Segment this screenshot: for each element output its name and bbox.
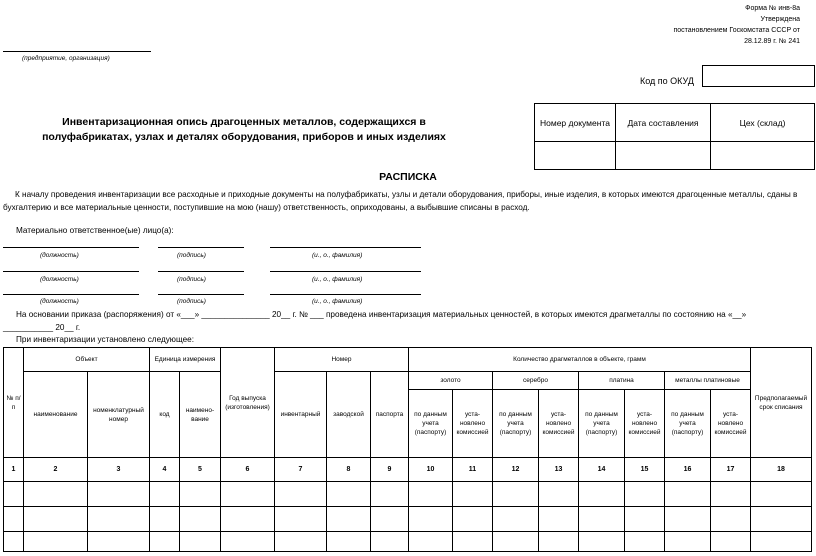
table-cell[interactable] — [751, 532, 812, 552]
table-cell[interactable] — [24, 482, 88, 507]
position-line[interactable] — [3, 271, 139, 272]
col-unit-header: Единица измерения — [150, 348, 221, 372]
table-cell[interactable] — [88, 507, 150, 532]
col-silver-header: серебро — [493, 372, 579, 390]
table-cell[interactable] — [275, 507, 327, 532]
table-cell[interactable] — [371, 532, 409, 552]
doc-date-field[interactable] — [616, 142, 711, 170]
table-cell[interactable] — [453, 507, 493, 532]
name-line[interactable] — [270, 247, 421, 248]
table-cell[interactable] — [409, 532, 453, 552]
table-cell[interactable] — [4, 482, 24, 507]
table-cell[interactable] — [665, 482, 711, 507]
platinum-commission-header: уста-новлено комиссией — [625, 390, 665, 458]
basis-line-2: ___________ 20__ г. — [3, 323, 81, 332]
form-number: Форма № инв-8а — [745, 5, 800, 12]
col-qty-header: Количество драгметаллов в объекте, грамм — [409, 348, 751, 372]
signature-line[interactable] — [158, 294, 244, 295]
position-line[interactable] — [3, 247, 139, 248]
col-gold-header: золото — [409, 372, 493, 390]
table-cell[interactable] — [711, 532, 751, 552]
table-cell[interactable] — [4, 532, 24, 552]
col-number-header: Номер — [275, 348, 409, 372]
pgm-passport-header: по данным учета (паспорту) — [665, 390, 711, 458]
col-number: 10 — [409, 458, 453, 482]
signature-caption: (подпись) — [177, 252, 206, 259]
table-cell[interactable] — [180, 507, 221, 532]
org-line — [3, 51, 151, 52]
signature-caption: (подпись) — [177, 298, 206, 305]
col-number: 9 — [371, 458, 409, 482]
table-cell[interactable] — [150, 532, 180, 552]
table-cell[interactable] — [180, 482, 221, 507]
table-cell[interactable] — [625, 507, 665, 532]
table-cell[interactable] — [221, 532, 275, 552]
position-caption: (должность) — [40, 252, 79, 259]
table-cell[interactable] — [751, 482, 812, 507]
table-cell[interactable] — [275, 532, 327, 552]
table-cell[interactable] — [150, 482, 180, 507]
doc-shop-header: Цех (склад) — [711, 104, 815, 142]
col-year-header: Год выпуска (изготовления) — [221, 348, 275, 458]
table-row — [4, 532, 812, 552]
col-pgm-header: металлы платиновые — [665, 372, 751, 390]
table-cell[interactable] — [221, 482, 275, 507]
col-number: 12 — [493, 458, 539, 482]
signature-line[interactable] — [158, 247, 244, 248]
okud-label: Код по ОКУД — [640, 76, 694, 86]
signature-line[interactable] — [158, 271, 244, 272]
col-number: 1 — [4, 458, 24, 482]
table-cell[interactable] — [150, 507, 180, 532]
col-passport-header: паспорта — [371, 372, 409, 458]
signature-caption: (подпись) — [177, 276, 206, 283]
table-cell[interactable] — [665, 507, 711, 532]
doc-date-header: Дата составления — [616, 104, 711, 142]
org-caption: (предприятие, организация) — [22, 55, 110, 62]
col-platinum-header: платина — [579, 372, 665, 390]
name-line[interactable] — [270, 294, 421, 295]
table-cell[interactable] — [579, 507, 625, 532]
form-header — [673, 3, 800, 47]
gold-passport-header: по данным учета (паспорту) — [409, 390, 453, 458]
table-cell[interactable] — [539, 532, 579, 552]
col-number: 16 — [665, 458, 711, 482]
col-no-header: № п/п — [4, 348, 24, 458]
position-line[interactable] — [3, 294, 139, 295]
col-number: 5 — [180, 458, 221, 482]
name-caption: (и., о., фамилия) — [312, 298, 363, 305]
receipt-title: РАСПИСКА — [379, 171, 437, 183]
table-cell[interactable] — [327, 507, 371, 532]
col-factory-header: заводской — [327, 372, 371, 458]
document-info-table — [534, 103, 815, 170]
col-number: 6 — [221, 458, 275, 482]
col-number: 14 — [579, 458, 625, 482]
table-cell[interactable] — [4, 507, 24, 532]
table-cell[interactable] — [493, 532, 539, 552]
receipt-text: К началу проведения инвентаризации все расходные и приходные документы на полуфабрикаты, узлы и детали оборудования, приборы, иные изделия, в которых имеются драгоценные металлы, сданы в бухгалтерию и все материальные ценности, поступившие на мою (нашу) ответственность, оприходованы, а выбывшие списаны в расход. — [3, 190, 798, 212]
table-cell[interactable] — [180, 532, 221, 552]
col-unit-name-header: наимено-вание — [180, 372, 221, 458]
name-caption: (и., о., фамилия) — [312, 276, 363, 283]
decree-text: постановлением Госкомстата СССР от — [673, 27, 800, 34]
name-line[interactable] — [270, 271, 421, 272]
table-row — [4, 507, 812, 532]
table-cell[interactable] — [327, 532, 371, 552]
col-number: 3 — [88, 458, 150, 482]
col-number: 17 — [711, 458, 751, 482]
col-nomenclature-header: номенклатурный номер — [88, 372, 150, 458]
table-cell[interactable] — [88, 482, 150, 507]
col-number: 11 — [453, 458, 493, 482]
decree-date: 28.12.89 г. № 241 — [744, 38, 800, 45]
gold-commission-header: уста-новлено комиссией — [453, 390, 493, 458]
table-cell[interactable] — [24, 507, 88, 532]
doc-number-header: Номер документа — [535, 104, 616, 142]
col-number: 4 — [150, 458, 180, 482]
approved-label: Утверждена — [760, 16, 800, 23]
table-cell[interactable] — [409, 507, 453, 532]
table-cell[interactable] — [409, 482, 453, 507]
doc-shop-field[interactable] — [711, 142, 815, 170]
table-cell[interactable] — [751, 507, 812, 532]
doc-number-field[interactable] — [535, 142, 616, 170]
table-cell[interactable] — [327, 482, 371, 507]
table-cell[interactable] — [539, 507, 579, 532]
table-cell[interactable] — [453, 482, 493, 507]
silver-passport-header: по данным учета (паспорту) — [493, 390, 539, 458]
established-label: При инвентаризации установлено следующее: — [16, 335, 194, 344]
okud-code-field[interactable] — [702, 65, 815, 87]
col-number: 18 — [751, 458, 812, 482]
platinum-passport-header: по данным учета (паспорту) — [579, 390, 625, 458]
table-cell[interactable] — [711, 482, 751, 507]
table-cell[interactable] — [453, 532, 493, 552]
document-title: Инвентаризационная опись драгоценных металлов, содержащихся в полуфабрикатах, узлах и деталях оборудования, приборов и иных изделиях — [42, 116, 446, 143]
table-cell[interactable] — [625, 532, 665, 552]
inventory-table — [3, 347, 812, 552]
col-name-header: наименование — [24, 372, 88, 458]
col-number: 13 — [539, 458, 579, 482]
name-caption: (и., о., фамилия) — [312, 252, 363, 259]
table-cell[interactable] — [371, 507, 409, 532]
table-cell[interactable] — [275, 482, 327, 507]
col-number: 8 — [327, 458, 371, 482]
table-row — [4, 482, 812, 507]
table-cell[interactable] — [221, 507, 275, 532]
position-caption: (должность) — [40, 276, 79, 283]
col-number: 2 — [24, 458, 88, 482]
table-cell[interactable] — [539, 482, 579, 507]
table-cell[interactable] — [625, 482, 665, 507]
table-cell[interactable] — [24, 532, 88, 552]
table-cell[interactable] — [579, 482, 625, 507]
col-inventory-header: инвентарный — [275, 372, 327, 458]
pgm-commission-header: уста-новлено комиссией — [711, 390, 751, 458]
col-number: 7 — [275, 458, 327, 482]
col-writeoff-header: Предполагаемый срок списания — [751, 348, 812, 458]
col-object-header: Объект — [24, 348, 150, 372]
col-code-header: код — [150, 372, 180, 458]
col-number: 15 — [625, 458, 665, 482]
table-cell[interactable] — [493, 482, 539, 507]
table-cell[interactable] — [493, 507, 539, 532]
table-cell[interactable] — [579, 532, 625, 552]
position-caption: (должность) — [40, 298, 79, 305]
basis-line-1: На основании приказа (распоряжения) от «___» _______________ 20__ г. № ___ проведена инвентаризация материальных ценностей, в которых имеются драгметаллы по состоянию на «__» — [16, 310, 747, 319]
table-cell[interactable] — [665, 532, 711, 552]
table-cell[interactable] — [371, 482, 409, 507]
silver-commission-header: уста-новлено комиссией — [539, 390, 579, 458]
responsible-label: Материально ответственное(ые) лицо(а): — [16, 226, 174, 235]
table-cell[interactable] — [711, 507, 751, 532]
table-cell[interactable] — [88, 532, 150, 552]
